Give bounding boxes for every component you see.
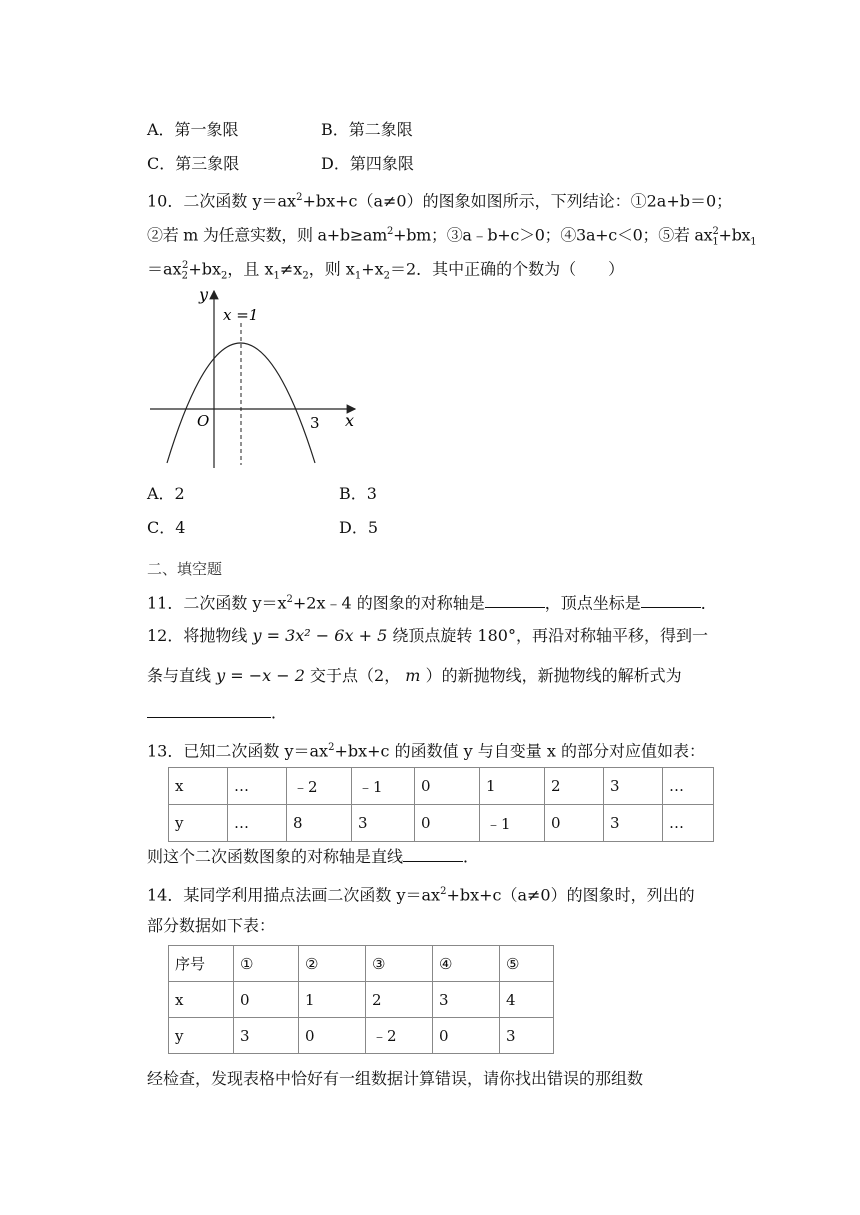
- q13-line: 13．已知二次函数 $y=ax^2+bx+c$ 的函数值 y 与自变量 x 的部分对应值如表：: [147, 741, 705, 761]
- q10-line-2: ②若 m 为任意实数，则 $a+b\ge am^2+bm$；③a﹣b+c＞0；④3a+c＜0；⑤若 $ax_1^2+bx_1$: [147, 225, 757, 248]
- table-cell: x: [169, 982, 234, 1018]
- table-cell: 3: [352, 805, 415, 842]
- q12-line-1: 12．将抛物线 y = 3x² − 6x + 5 绕顶点旋转 180°，再沿对称轴平移，得到一: [147, 626, 708, 645]
- table-cell: ③: [366, 946, 433, 982]
- q14-row-index: [169, 946, 554, 982]
- table-cell: ④: [433, 946, 500, 982]
- table-cell: ﹣1: [352, 768, 415, 805]
- q11-blank-1[interactable]: [485, 593, 545, 608]
- table-cell: 0: [299, 1018, 366, 1054]
- table-cell: ﹣2: [287, 768, 352, 805]
- table-cell: x: [169, 768, 228, 805]
- q12-line-3: ．: [147, 703, 287, 723]
- q14-line-2: 部分数据如下表：: [147, 916, 276, 935]
- table-cell: 1: [480, 768, 545, 805]
- q13-after-line: 则这个二次函数图象的对称轴是直线 ．: [147, 847, 480, 866]
- origin-label: O: [197, 412, 210, 430]
- table-cell: ⑤: [500, 946, 554, 982]
- q14-row-x: [169, 982, 554, 1018]
- q14-after-line: 经检查，发现表格中恰好有一组数据计算错误，请你找出错误的那组数: [147, 1069, 644, 1088]
- table-cell: ﹣1: [480, 805, 545, 842]
- q11-line: 11．二次函数 $y=x^2+2x﹣4$ 的图象的对称轴是 ，顶点坐标是 ．: [147, 593, 717, 613]
- section-title: 二、填空题: [147, 560, 223, 578]
- table-cell: …: [663, 768, 714, 805]
- table-cell: y: [169, 805, 228, 842]
- q10-option-c[interactable]: C．4: [147, 518, 186, 537]
- table-cell: 2: [545, 768, 604, 805]
- q10-line-1: 10．二次函数 $y=ax^2+bx+c(a\ne 0)$的图象如图所示，下列结论：①2a+b＝0；: [147, 191, 733, 211]
- table-cell: 4: [500, 982, 554, 1018]
- q14-table: [168, 945, 554, 1054]
- q10-parabola-graph: [145, 283, 365, 473]
- y-axis-label: y: [199, 285, 209, 304]
- q13-table: [168, 767, 714, 842]
- table-cell: …: [228, 805, 287, 842]
- x-axis-label: x: [345, 411, 355, 430]
- q10-line-3: $=ax_2^2+bx_2$，且 $x_1\ne x_2$，则 $x_1+x_2=2$．其中正确的个数为（ ）: [147, 259, 625, 282]
- table-cell: ①: [234, 946, 299, 982]
- table-cell: 0: [415, 768, 480, 805]
- q10-option-a[interactable]: A．2: [147, 484, 185, 503]
- table-cell: 0: [433, 1018, 500, 1054]
- table-cell: 0: [415, 805, 480, 842]
- q10-option-b[interactable]: B．3: [339, 484, 377, 503]
- q9-option-d[interactable]: D．第四象限: [321, 154, 414, 173]
- symmetry-axis-label: x =1: [223, 306, 259, 324]
- table-cell: 3: [500, 1018, 554, 1054]
- table-cell: 8: [287, 805, 352, 842]
- q11-blank-2[interactable]: [641, 593, 701, 608]
- table-cell: ﹣2: [366, 1018, 433, 1054]
- q9-option-a[interactable]: A．第一象限: [147, 120, 239, 139]
- table-cell: 2: [366, 982, 433, 1018]
- q13-blank[interactable]: [403, 847, 463, 862]
- table-cell: …: [663, 805, 714, 842]
- table-cell: 3: [604, 805, 663, 842]
- table-cell: …: [228, 768, 287, 805]
- table-cell: 0: [234, 982, 299, 1018]
- table-cell: 3: [433, 982, 500, 1018]
- table-cell: 序号: [169, 946, 234, 982]
- table-cell: 3: [604, 768, 663, 805]
- table-cell: ②: [299, 946, 366, 982]
- q14-line-1: 14．某同学利用描点法画二次函数 $y=ax^2+bx+c(a\ne 0)$的图象时，列出的: [147, 885, 695, 905]
- q13-row-y: [169, 805, 714, 842]
- q10-option-d[interactable]: D．5: [339, 518, 379, 537]
- root-label: 3: [310, 414, 320, 432]
- q12-blank[interactable]: [147, 703, 271, 718]
- table-cell: y: [169, 1018, 234, 1054]
- table-cell: 0: [545, 805, 604, 842]
- q12-line-2: 条与直线 y = −x − 2 交于点（2， m ）的新抛物线，新抛物线的解析式为: [147, 666, 682, 685]
- q14-row-y: [169, 1018, 554, 1054]
- q13-row-x: [169, 768, 714, 805]
- q9-option-c[interactable]: C．第三象限: [147, 154, 240, 173]
- q9-option-b[interactable]: B．第二象限: [321, 120, 413, 139]
- table-cell: 1: [299, 982, 366, 1018]
- table-cell: 3: [234, 1018, 299, 1054]
